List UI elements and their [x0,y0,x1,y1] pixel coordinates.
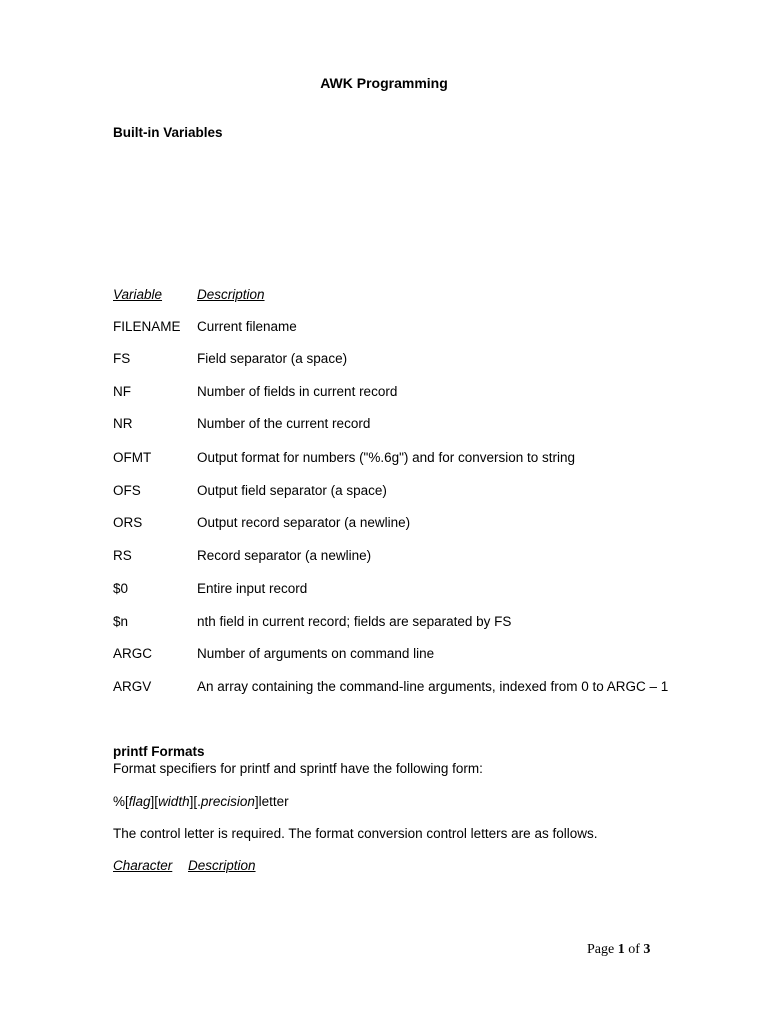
variable-description: Number of fields in current record [197,384,398,399]
section-heading-printf-formats: printf Formats [113,744,205,759]
table-header-character: Character [113,858,173,873]
variable-name: NR [113,416,133,431]
variable-description: Record separator (a newline) [197,548,372,563]
variable-name: OFMT [113,450,152,465]
of-label: of [628,942,640,957]
format-syntax-width: width [158,794,190,809]
variable-description: Current filename [197,319,297,334]
variable-name: ORS [113,515,143,530]
variable-description: nth field in current record; fields are separated by FS [197,614,512,629]
printf-intro-text: Format specifiers for printf and sprintf have the following form: [113,761,483,776]
table-header-description: Description [197,287,265,302]
format-syntax-precision: precision [200,794,255,809]
variable-description: Output format for numbers ("%.6g") and for conversion to string [197,450,575,465]
format-syntax [113,794,289,809]
variable-name: $n [113,614,129,629]
variable-name: RS [113,548,132,563]
page-footer [587,942,650,958]
variable-description: Field separator (a space) [197,351,348,366]
table-header-description-2: Description [188,858,256,873]
format-syntax-flag: flag [128,794,151,809]
section-heading-builtin-variables: Built-in Variables [113,125,223,140]
variable-name: ARGC [113,646,153,661]
variable-description: Output record separator (a newline) [197,515,411,530]
page-title: AWK Programming [320,75,448,91]
variable-description: Number of arguments on command line [197,646,435,661]
variable-name: $0 [113,581,129,596]
page-total: 3 [643,942,651,957]
variable-description: Number of the current record [197,416,371,431]
variable-name: ARGV [113,679,152,694]
variable-description: An array containing the command-line arguments, indexed from 0 to ARGC – 1 [197,679,669,694]
format-syntax-part: ][. [189,794,201,809]
format-syntax-part: ]letter [254,794,289,809]
table-header-variable: Variable [113,287,163,302]
control-letter-text: The control letter is required. The format conversion control letters are as follows. [113,826,598,841]
variable-description: Entire input record [197,581,308,596]
variable-name: NF [113,384,131,399]
variable-name: OFS [113,483,141,498]
format-syntax-part: ][ [150,794,159,809]
variable-name: FS [113,351,131,366]
page-label: Page [587,942,615,957]
variable-description: Output field separator (a space) [197,483,387,498]
format-syntax-part: %[ [113,794,129,809]
variable-name: FILENAME [113,319,181,334]
page-number: 1 [617,942,625,957]
